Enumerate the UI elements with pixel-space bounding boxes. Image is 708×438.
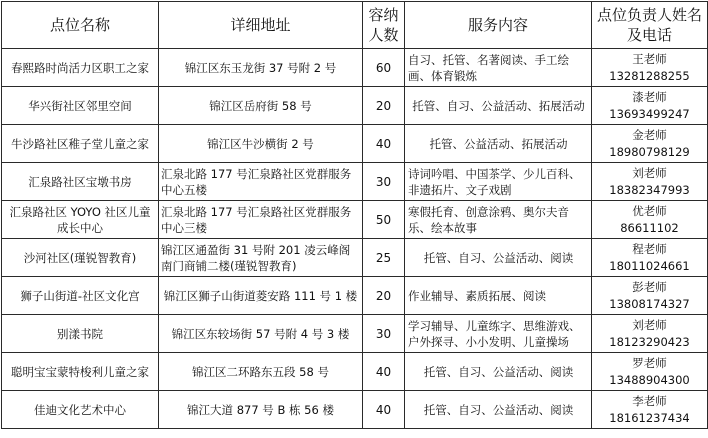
cell-contact bbox=[592, 87, 708, 125]
cell-services: 托管、公益活动、拓展活动 bbox=[405, 125, 592, 163]
header-address: 详细地址 bbox=[159, 2, 363, 49]
table-row bbox=[2, 125, 708, 163]
cell-capacity: 30 bbox=[363, 315, 405, 353]
header-services: 服务内容 bbox=[405, 2, 592, 49]
cell-address: 锦江区二环路东五段 58 号 bbox=[159, 353, 363, 391]
contact-phone: 18161237434 bbox=[609, 410, 690, 425]
cell-address: 锦江区牛沙横街 2 号 bbox=[159, 125, 363, 163]
cell-address: 锦江区东较场街 57 号附 4 号 3 楼 bbox=[159, 315, 363, 353]
cell-services: 托管、自习、公益活动、阅读 bbox=[405, 239, 592, 277]
cell-name: 汇泉路社区宝墩书房 bbox=[2, 163, 159, 201]
contact-name: 罗老师 bbox=[632, 355, 667, 370]
cell-address: 锦江区东玉龙街 37 号附 2 号 bbox=[159, 49, 363, 87]
cell-capacity: 20 bbox=[363, 87, 405, 125]
contact-phone: 18123290423 bbox=[609, 334, 690, 349]
cell-contact bbox=[592, 163, 708, 201]
cell-name: 汇泉路社区 YOYO 社区儿童成长中心 bbox=[2, 201, 159, 239]
table-header-row bbox=[2, 2, 708, 49]
table-row bbox=[2, 49, 708, 87]
cell-capacity: 30 bbox=[363, 163, 405, 201]
table-row bbox=[2, 391, 708, 429]
table-row bbox=[2, 239, 708, 277]
cell-services: 寒假托育、创意涂鸦、奥尔夫音乐、绘本故事 bbox=[405, 201, 592, 239]
table-row bbox=[2, 353, 708, 391]
cell-address: 锦江区岳府街 58 号 bbox=[159, 87, 363, 125]
cell-name: 牛沙路社区稚子堂儿童之家 bbox=[2, 125, 159, 163]
cell-capacity: 40 bbox=[363, 125, 405, 163]
cell-address: 锦江大道 877 号 B 栋 56 楼 bbox=[159, 391, 363, 429]
contact-name: 刘老师 bbox=[632, 317, 667, 332]
header-contact: 点位负责人姓名及电话 bbox=[592, 2, 708, 49]
contact-name: 金老师 bbox=[632, 127, 667, 142]
contact-phone: 13281288255 bbox=[609, 68, 690, 83]
cell-contact bbox=[592, 391, 708, 429]
contact-name: 王老师 bbox=[632, 51, 667, 66]
contact-name: 优老师 bbox=[632, 203, 667, 218]
cell-contact bbox=[592, 315, 708, 353]
cell-services: 托管、自习、公益活动、拓展活动 bbox=[405, 87, 592, 125]
contact-phone: 86611102 bbox=[620, 220, 679, 235]
cell-contact bbox=[592, 239, 708, 277]
contact-name: 漆老师 bbox=[632, 89, 667, 104]
table-row bbox=[2, 201, 708, 239]
cell-services: 托管、自习、公益活动、阅读 bbox=[405, 391, 592, 429]
cell-address: 汇泉北路 177 号汇泉路社区党群服务中心五楼 bbox=[159, 163, 363, 201]
contact-phone: 18980798129 bbox=[609, 144, 690, 159]
contact-name: 李老师 bbox=[632, 393, 667, 408]
table-row bbox=[2, 87, 708, 125]
cell-contact bbox=[592, 277, 708, 315]
cell-name: 狮子山街道-社区文化宫 bbox=[2, 277, 159, 315]
cell-services: 学习辅导、儿童练字、思维游戏、户外探寻、小小发明、儿童操场 bbox=[405, 315, 592, 353]
table-row bbox=[2, 277, 708, 315]
cell-name: 别漾书院 bbox=[2, 315, 159, 353]
contact-name: 刘老师 bbox=[632, 165, 667, 180]
service-points-table bbox=[1, 1, 708, 429]
table-row bbox=[2, 163, 708, 201]
cell-services: 自习、托管、名著阅读、手工绘画、体育锻炼 bbox=[405, 49, 592, 87]
contact-phone: 18382347993 bbox=[609, 182, 690, 197]
cell-capacity: 40 bbox=[363, 391, 405, 429]
contact-phone: 13808174327 bbox=[609, 296, 690, 311]
cell-name: 华兴街社区邻里空间 bbox=[2, 87, 159, 125]
cell-capacity: 50 bbox=[363, 201, 405, 239]
cell-address: 汇泉北路 177 号汇泉路社区党群服务中心三楼 bbox=[159, 201, 363, 239]
cell-capacity: 40 bbox=[363, 353, 405, 391]
contact-name: 程老师 bbox=[632, 241, 667, 256]
contact-phone: 13693499247 bbox=[609, 106, 690, 121]
header-name: 点位名称 bbox=[2, 2, 159, 49]
cell-name: 佳迪文化艺术中心 bbox=[2, 391, 159, 429]
cell-name: 春熙路时尚活力区职工之家 bbox=[2, 49, 159, 87]
header-capacity: 容纳人数 bbox=[363, 2, 405, 49]
cell-services: 诗词吟唱、中国茶学、少儿百科、非遗拓片、文子戏剧 bbox=[405, 163, 592, 201]
cell-contact bbox=[592, 49, 708, 87]
table-row bbox=[2, 315, 708, 353]
cell-name: 聪明宝宝蒙特梭利儿童之家 bbox=[2, 353, 159, 391]
cell-contact bbox=[592, 125, 708, 163]
cell-address: 锦江区狮子山街道菱安路 111 号 1 楼 bbox=[159, 277, 363, 315]
contact-phone: 18011024661 bbox=[609, 258, 690, 273]
cell-capacity: 25 bbox=[363, 239, 405, 277]
contact-phone: 13488904300 bbox=[609, 372, 690, 387]
cell-contact bbox=[592, 353, 708, 391]
cell-address: 锦江区通盈街 31 号附 201 凌云峰阁南门商铺二楼(瑾锐智教育) bbox=[159, 239, 363, 277]
cell-services: 作业辅导、素质拓展、阅读 bbox=[405, 277, 592, 315]
contact-name: 彭老师 bbox=[632, 279, 667, 294]
cell-capacity: 20 bbox=[363, 277, 405, 315]
cell-contact bbox=[592, 201, 708, 239]
cell-capacity: 60 bbox=[363, 49, 405, 87]
cell-services: 托管、自习、公益活动、阅读 bbox=[405, 353, 592, 391]
cell-name: 沙河社区(瑾锐智教育) bbox=[2, 239, 159, 277]
